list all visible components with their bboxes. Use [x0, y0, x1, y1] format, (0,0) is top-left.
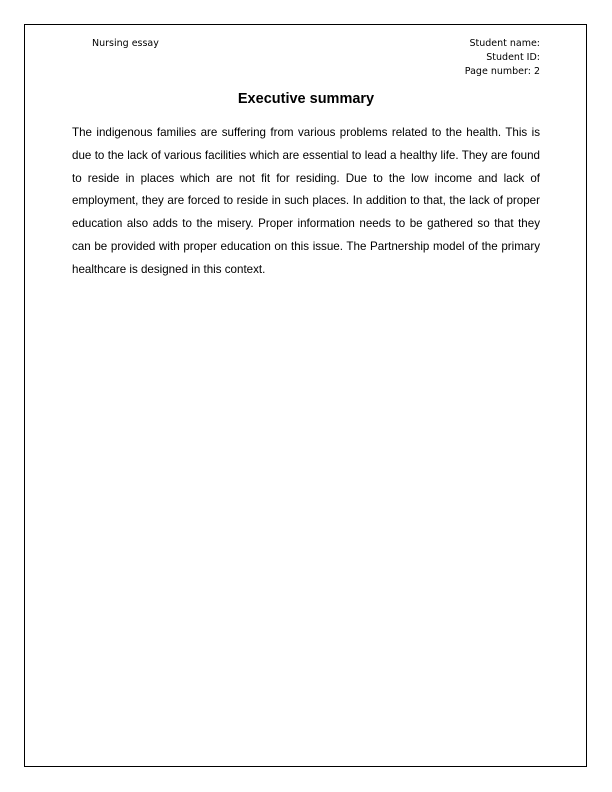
page-title: Executive summary [237, 91, 375, 107]
header-course-label: Nursing essay [92, 38, 159, 49]
student-name-label: Student name: [469, 38, 540, 49]
student-id-label: Student ID: [486, 52, 540, 63]
summary-paragraph: The indigenous families are suffering from various problems related to the health. This is due to the lack of various facilities which are essential to lead a healthy life. They are found to reside in places which are not fit for residing. Due to the low income and lack of employment, they are forced to reside in such places. In addition to that, the lack of proper education also adds to the misery. Proper information needs to be gathered so that they can be provided with proper education on this issue. The Partnership model of the primary healthcare is designed in this context. [72, 126, 540, 276]
page-number-label: Page number: 2 [464, 66, 540, 77]
header-student-info [465, 37, 540, 79]
